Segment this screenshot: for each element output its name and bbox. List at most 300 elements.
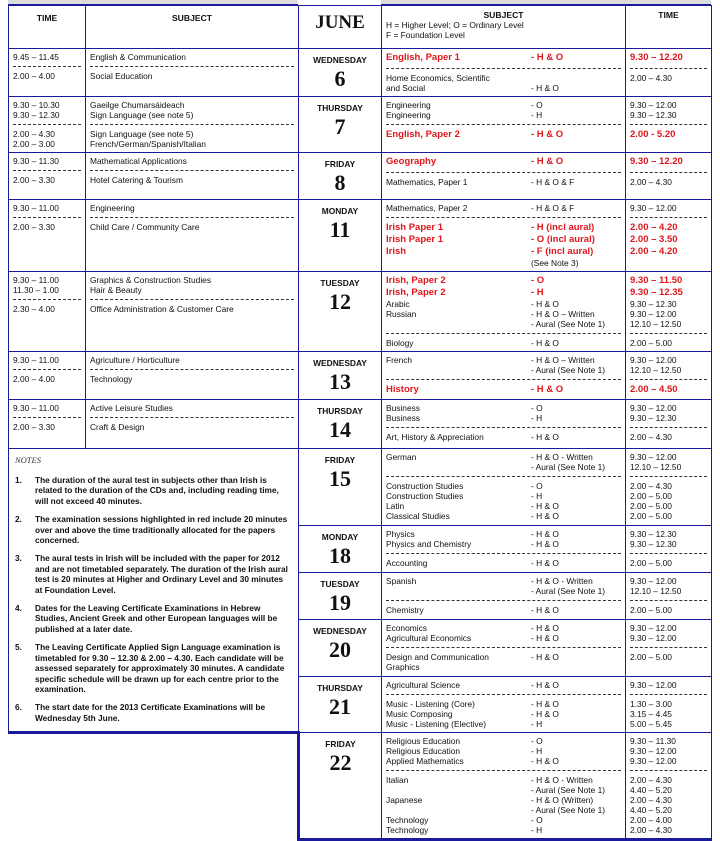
exam-level: - H & O: [531, 557, 559, 568]
exam-level: - H: [531, 825, 543, 836]
exam-time: 9.30 – 12.00: [630, 355, 677, 365]
time-group: [630, 736, 707, 766]
exam-subject: Engineering: [386, 110, 431, 120]
exam-subject: History: [386, 384, 419, 395]
exam-level: - H: [531, 718, 543, 729]
table-row: [9, 97, 712, 153]
time-group: [13, 417, 81, 432]
time-group: [13, 66, 81, 81]
exam-entry: [386, 73, 621, 83]
exam-subject: Technology: [386, 815, 429, 826]
exam-entry: [386, 576, 621, 586]
exam-time: 2.00 – 4.20: [630, 246, 678, 257]
subject-group: [90, 170, 294, 185]
exam-subject: Latin: [386, 501, 405, 511]
notes-panel: [9, 449, 299, 733]
session-time: 9.30 – 11.00: [13, 355, 59, 365]
exam-time: 2.00 – 3.50: [630, 234, 678, 245]
exam-time: 2.00 – 5.00: [630, 501, 672, 511]
right-subject-cell: [382, 620, 626, 676]
subject-group: [386, 427, 621, 442]
note-item: [15, 553, 292, 595]
left-subject-cell: [86, 352, 299, 400]
exam-subject: Graphics: [386, 662, 420, 673]
day-cell: [299, 153, 382, 200]
exam-level: - H: [531, 413, 543, 423]
exam-time: 9.30 – 12.30: [630, 538, 677, 549]
exam-level: - H & O: [531, 52, 564, 63]
day-number: 14: [329, 417, 351, 442]
exam-time: 9.30 – 12.00: [630, 203, 677, 213]
table-row: [9, 352, 712, 400]
note-text: The aural tests in Irish will be included with the paper for 2012 and are not timetabled separately. The duration of the Irish aural test is 20 minutes at Higher and Ordinary Level and 30 minutes at Foundation Level.: [35, 553, 288, 595]
exam-level: - H: [531, 746, 543, 757]
exam-level: - H (incl aural): [531, 222, 595, 233]
subject-group: [90, 355, 294, 365]
exam-subject: Mathematics, Paper 2: [386, 203, 468, 213]
subject-group: [386, 124, 621, 141]
exam-level: - Aural (See Note 1): [531, 462, 606, 472]
left-time-cell: [9, 153, 86, 200]
exam-subject: Physics and Chemistry: [386, 538, 472, 549]
exam-entry: [386, 795, 621, 805]
subject-group: [386, 355, 621, 375]
exam-subject: [386, 586, 531, 596]
exam-level: - O: [531, 736, 543, 747]
exam-level: - H & O (Written): [531, 795, 594, 806]
subject-group: [386, 403, 621, 423]
session-time: 2.00 – 3.30: [13, 222, 55, 232]
right-time-cell: [626, 620, 712, 676]
time-group: [13, 156, 81, 166]
exam-subject: Music - Listening (Elective): [386, 718, 487, 729]
exam-time: 9.30 – 12.00: [630, 679, 677, 690]
exam-level: - H & O & F: [531, 203, 575, 213]
table-row: [9, 400, 712, 449]
subject-group: [90, 156, 294, 166]
exam-time: 2.00 – 4.30: [630, 432, 672, 442]
exam-subject: Irish: [386, 246, 407, 257]
exam-level: - Aural (See Note 1): [531, 319, 606, 329]
time-group: [630, 576, 707, 596]
exam-entry: [386, 511, 621, 521]
time-group: [630, 680, 707, 690]
exam-level: - H & O: [531, 83, 559, 93]
session-subject: Hair & Beauty: [90, 285, 142, 295]
time-group: [13, 369, 81, 384]
right-subject-heading: SUBJECT: [483, 10, 524, 20]
exam-level: - H & O: [531, 698, 559, 709]
exam-subject: Music - Listening (Core): [386, 698, 475, 709]
exam-level: - H & O: [531, 384, 564, 395]
session-time: 9.30 – 10.30: [13, 100, 60, 110]
exam-subject: Accounting: [386, 557, 428, 568]
day-cell: [299, 572, 382, 619]
subject-group: [386, 476, 621, 521]
time-group: [630, 694, 707, 729]
time-group: [13, 355, 81, 365]
left-time-cell: [9, 400, 86, 449]
session-time: 9.30 – 11.30: [13, 156, 59, 166]
day-name: THURSDAY: [317, 682, 363, 693]
exam-subject: Engineering: [386, 100, 431, 110]
exam-subject: Economics: [386, 623, 427, 634]
day-cell: [299, 49, 382, 97]
exam-time: 2.00 – 5.00: [630, 511, 672, 521]
month-heading: JUNE: [299, 6, 382, 49]
right-time-cell: [626, 153, 712, 200]
exam-level: - Aural (See Note 1): [531, 805, 606, 816]
day-number: 18: [329, 542, 351, 568]
day-name: TUESDAY: [320, 578, 360, 589]
time-group: [630, 156, 707, 168]
subject-group: [386, 52, 621, 64]
exam-time: [630, 662, 707, 672]
right-subject-cell: [382, 525, 626, 572]
day-name: TUESDAY: [320, 278, 360, 288]
exam-subject: Physics: [386, 528, 415, 539]
day-name: WEDNESDAY: [313, 55, 367, 65]
exam-time: 1.30 – 3.00: [630, 698, 672, 709]
session-subject: Social Education: [90, 71, 153, 81]
note-number: 2.: [15, 514, 22, 525]
exam-level: - F (incl aural): [531, 246, 594, 257]
day-number: 7: [334, 114, 346, 139]
left-time-cell: [9, 49, 86, 97]
session-time: 9.30 – 11.00: [13, 403, 59, 413]
exam-level: (See Note 3): [531, 258, 579, 268]
exam-entry: [386, 222, 621, 234]
left-time-heading: TIME: [36, 13, 58, 23]
exam-subject: Home Economics, Scientific: [386, 73, 490, 83]
header-row: [9, 6, 712, 49]
exam-entry: [386, 746, 621, 756]
exam-entry: [386, 586, 621, 596]
exam-subject: [386, 805, 531, 815]
day-number: 13: [329, 369, 351, 394]
subject-group: [386, 172, 621, 187]
exam-subject: [386, 319, 531, 329]
exam-entry: [386, 299, 621, 309]
day-number: 6: [334, 66, 346, 91]
right-subject-cell: [382, 97, 626, 153]
day-cell: [299, 200, 382, 272]
subject-group: [386, 623, 621, 643]
empty-cell: [9, 733, 299, 840]
exam-subject: [386, 462, 531, 472]
subject-group: [90, 417, 294, 432]
exam-entry: [386, 129, 621, 141]
subject-group: [386, 68, 621, 93]
exam-subject: [386, 785, 531, 795]
exam-time: 9.30 – 12.30: [630, 528, 677, 539]
day-cell: [299, 449, 382, 526]
exam-level: - H: [531, 110, 543, 120]
subject-group: [386, 333, 621, 348]
left-subject-cell: [86, 272, 299, 352]
exam-time: 9.30 – 12.00: [630, 633, 677, 644]
exam-entry: [386, 605, 621, 615]
session-time: 11.30 – 1.00: [13, 285, 59, 295]
day-cell: [299, 525, 382, 572]
session-subject: Gaeilge Chumarsáideach: [90, 100, 185, 110]
exam-time: 12.10 – 12.50: [630, 319, 682, 329]
exam-entry: [386, 246, 621, 258]
exam-entry: [386, 452, 621, 462]
session-time: 9.30 – 11.00: [13, 275, 59, 285]
exam-time: 9.30 – 12.20: [630, 52, 683, 63]
table-row: [9, 733, 712, 840]
exam-time: 2.00 – 5.00: [630, 338, 672, 348]
exam-level: - Aural (See Note 1): [531, 785, 606, 796]
exam-time: 9.30 – 12.00: [630, 309, 677, 319]
right-time-heading: TIME: [658, 10, 679, 20]
day-name: FRIDAY: [324, 159, 356, 169]
day-name: WEDNESDAY: [313, 358, 367, 368]
exam-time: 2.00 – 4.30: [630, 795, 672, 806]
exam-level: - Aural (See Note 1): [531, 585, 606, 596]
subject-group: [90, 52, 294, 62]
left-subject-cell: [86, 400, 299, 449]
note-number: 3.: [15, 553, 22, 564]
exam-level: - O: [531, 275, 545, 286]
exam-entry: [386, 501, 621, 511]
exam-subject: Spanish: [386, 575, 417, 586]
day-cell: [299, 620, 382, 676]
legend-line-1: H = Higher Level; O = Ordinary Level: [386, 20, 524, 30]
day-cell: [299, 272, 382, 352]
right-subject-cell: [382, 49, 626, 97]
exam-level: - H & O - Written: [531, 775, 593, 786]
exam-entry: [386, 539, 621, 549]
day-cell: [299, 97, 382, 153]
session-time: 2.30 – 4.00: [13, 304, 55, 314]
right-time-cell: [626, 400, 712, 449]
exam-time: 9.30 – 12.00: [630, 403, 677, 413]
subject-group: [386, 647, 621, 672]
exam-time: 9.30 – 12.30: [630, 110, 677, 120]
exam-subject: Russian: [386, 309, 417, 319]
right-time-cell: [626, 449, 712, 526]
exam-subject: Agricultural Science: [386, 679, 461, 690]
day-cell: [299, 400, 382, 449]
note-text: Dates for the Leaving Certificate Examinations in Hebrew Studies, Ancient Greek and other European languages will be published at a later date.: [35, 603, 278, 634]
time-group: [630, 172, 707, 187]
subject-group: [90, 275, 294, 295]
exam-time: 12.10 – 12.50: [630, 585, 682, 596]
exam-subject: Japanese: [386, 795, 423, 806]
subject-group: [386, 379, 621, 396]
note-text: The start date for the 2013 Certificate Examinations will be Wednesday 5th June.: [35, 702, 266, 723]
time-group: [630, 124, 707, 141]
day-name: MONDAY: [321, 206, 359, 216]
subject-group: [386, 694, 621, 729]
exam-level: - H & O: [531, 129, 564, 140]
day-number: 21: [329, 693, 351, 719]
exam-subject: Mathematics, Paper 1: [386, 177, 468, 187]
exam-subject: [386, 365, 531, 375]
exam-subject: Agricultural Economics: [386, 633, 472, 644]
time-group: [630, 403, 707, 423]
left-subject-cell: [86, 97, 299, 153]
exam-subject: Irish Paper 1: [386, 234, 444, 245]
left-time-cell: [9, 200, 86, 272]
notes-title: NOTES: [15, 455, 41, 465]
session-subject: Mathematical Applications: [90, 156, 187, 166]
exam-entry: [386, 719, 621, 729]
day-name: WEDNESDAY: [313, 626, 367, 637]
exam-level: - H: [531, 491, 543, 501]
subject-group: [386, 452, 621, 472]
exam-subject: Construction Studies: [386, 481, 464, 491]
note-number: 6.: [15, 702, 22, 713]
exam-entry: [386, 709, 621, 719]
session-subject: French/German/Spanish/Italian: [90, 139, 206, 149]
day-number: 11: [329, 217, 351, 242]
exam-entry: [386, 234, 621, 246]
session-subject: Engineering: [90, 203, 135, 213]
exam-entry: [386, 403, 621, 413]
exam-time: 9.30 – 12.35: [630, 287, 683, 298]
exam-entry: [386, 100, 621, 110]
exam-entry: [386, 203, 621, 213]
exam-time: 9.30 – 12.00: [630, 575, 677, 586]
subject-group: [90, 369, 294, 384]
time-group: [630, 217, 707, 268]
time-group: [13, 170, 81, 185]
time-group: [13, 52, 81, 62]
subject-group: [386, 576, 621, 596]
exam-time: 9.30 – 12.00: [630, 452, 677, 462]
exam-time: 12.10 – 12.50: [630, 365, 682, 375]
right-subject-cell: [382, 733, 626, 840]
exam-subject: Art, History & Appreciation: [386, 432, 484, 442]
exam-subject: [386, 258, 531, 268]
left-time-header: [9, 6, 86, 49]
time-group: [630, 379, 707, 396]
time-group: [13, 299, 81, 314]
session-subject: Agriculture / Horticulture: [90, 355, 180, 365]
exam-time: 2.00 – 4.30: [630, 775, 672, 786]
exam-entry: [386, 825, 621, 835]
time-group: [630, 529, 707, 549]
time-group: [630, 452, 707, 472]
exam-time: 12.10 – 12.50: [630, 462, 682, 472]
exam-level: - O: [531, 815, 543, 826]
session-time: 2.00 – 3.00: [13, 139, 55, 149]
day-cell: [299, 733, 382, 840]
exam-level: - H & O: [531, 708, 559, 719]
exam-level: - H & O - Written: [531, 575, 593, 586]
note-number: 4.: [15, 603, 22, 614]
exam-subject: Irish Paper 1: [386, 222, 444, 233]
exam-subject: Construction Studies: [386, 491, 464, 501]
exam-entry: [386, 319, 621, 329]
exam-subject: Business: [386, 403, 420, 413]
day-cell: [299, 352, 382, 400]
session-subject: Sign Language (see note 5): [90, 129, 194, 139]
exam-level: - H & O: [531, 528, 559, 539]
day-name: THURSDAY: [317, 103, 363, 113]
exam-entry: [386, 432, 621, 442]
exam-entry: [386, 52, 621, 64]
subject-group: [90, 66, 294, 81]
time-group: [630, 600, 707, 615]
exam-level: - H & O: [531, 652, 559, 663]
time-group: [630, 623, 707, 643]
time-group: [13, 403, 81, 413]
session-time: 2.00 – 4.30: [13, 129, 55, 139]
exam-time: 9.30 – 12.00: [630, 623, 677, 634]
exam-subject: Business: [386, 413, 420, 423]
time-group: [630, 275, 707, 329]
time-group: [630, 553, 707, 568]
exam-level: - H & O: [531, 633, 559, 644]
exam-subject: English, Paper 1: [386, 52, 460, 63]
subject-group: [386, 203, 621, 213]
left-subject-heading: SUBJECT: [171, 13, 213, 23]
left-subject-cell: [86, 49, 299, 97]
exam-level: - H & O: [531, 604, 559, 615]
right-time-cell: [626, 733, 712, 840]
subject-group: [90, 124, 294, 149]
exam-subject: Italian: [386, 775, 409, 786]
day-number: 20: [329, 637, 351, 663]
exam-time: 4.40 – 5.20: [630, 805, 672, 816]
time-group: [13, 275, 81, 295]
exam-entry: [386, 633, 621, 643]
right-time-cell: [626, 676, 712, 732]
exam-entry: [386, 736, 621, 746]
exam-entry: [386, 355, 621, 365]
note-item: [15, 702, 292, 723]
exam-time: 2.00 – 5.00: [630, 557, 672, 568]
exam-level: - O: [531, 481, 543, 491]
exam-time: 3.15 – 4.45: [630, 708, 672, 719]
exam-time: 9.30 – 12.30: [630, 413, 677, 423]
right-subject-cell: [382, 352, 626, 400]
exam-entry: [386, 481, 621, 491]
day-number: 8: [334, 170, 346, 195]
time-group: [630, 100, 707, 120]
day-number: 19: [329, 589, 351, 615]
left-subject-cell: [86, 153, 299, 200]
subject-group: [386, 600, 621, 615]
exam-time: 9.30 – 11.50: [630, 275, 683, 286]
exam-entry: [386, 529, 621, 539]
exam-level: - H: [531, 287, 544, 298]
subject-group: [386, 217, 621, 268]
right-time-cell: [626, 200, 712, 272]
exam-entry: [386, 699, 621, 709]
exam-level: - H & O: [531, 299, 559, 309]
subject-group: [386, 100, 621, 120]
session-time: 9.30 – 12.30: [13, 110, 60, 120]
right-subject-cell: [382, 572, 626, 619]
exam-subject: Geography: [386, 156, 437, 167]
exam-time: 2.00 – 4.30: [630, 177, 672, 187]
exam-time: 2.00 – 5.00: [630, 491, 672, 501]
left-time-cell: [9, 272, 86, 352]
note-text: The Leaving Certificate Applied Sign Language examination is timetabled for 9.30 – 12.30 & 2.00 – 4.30. Each candidate will be assessed separately for approximately 30 minutes. A candidate specific schedule will be drawn up for each centre prior to the examination.: [35, 642, 285, 694]
exam-level: - H & O: [531, 338, 559, 348]
left-subject-cell: [86, 200, 299, 272]
exam-entry: [386, 652, 621, 662]
exam-entry: [386, 462, 621, 472]
right-subject-cell: [382, 272, 626, 352]
exam-time: [630, 83, 707, 93]
right-time-cell: [626, 272, 712, 352]
